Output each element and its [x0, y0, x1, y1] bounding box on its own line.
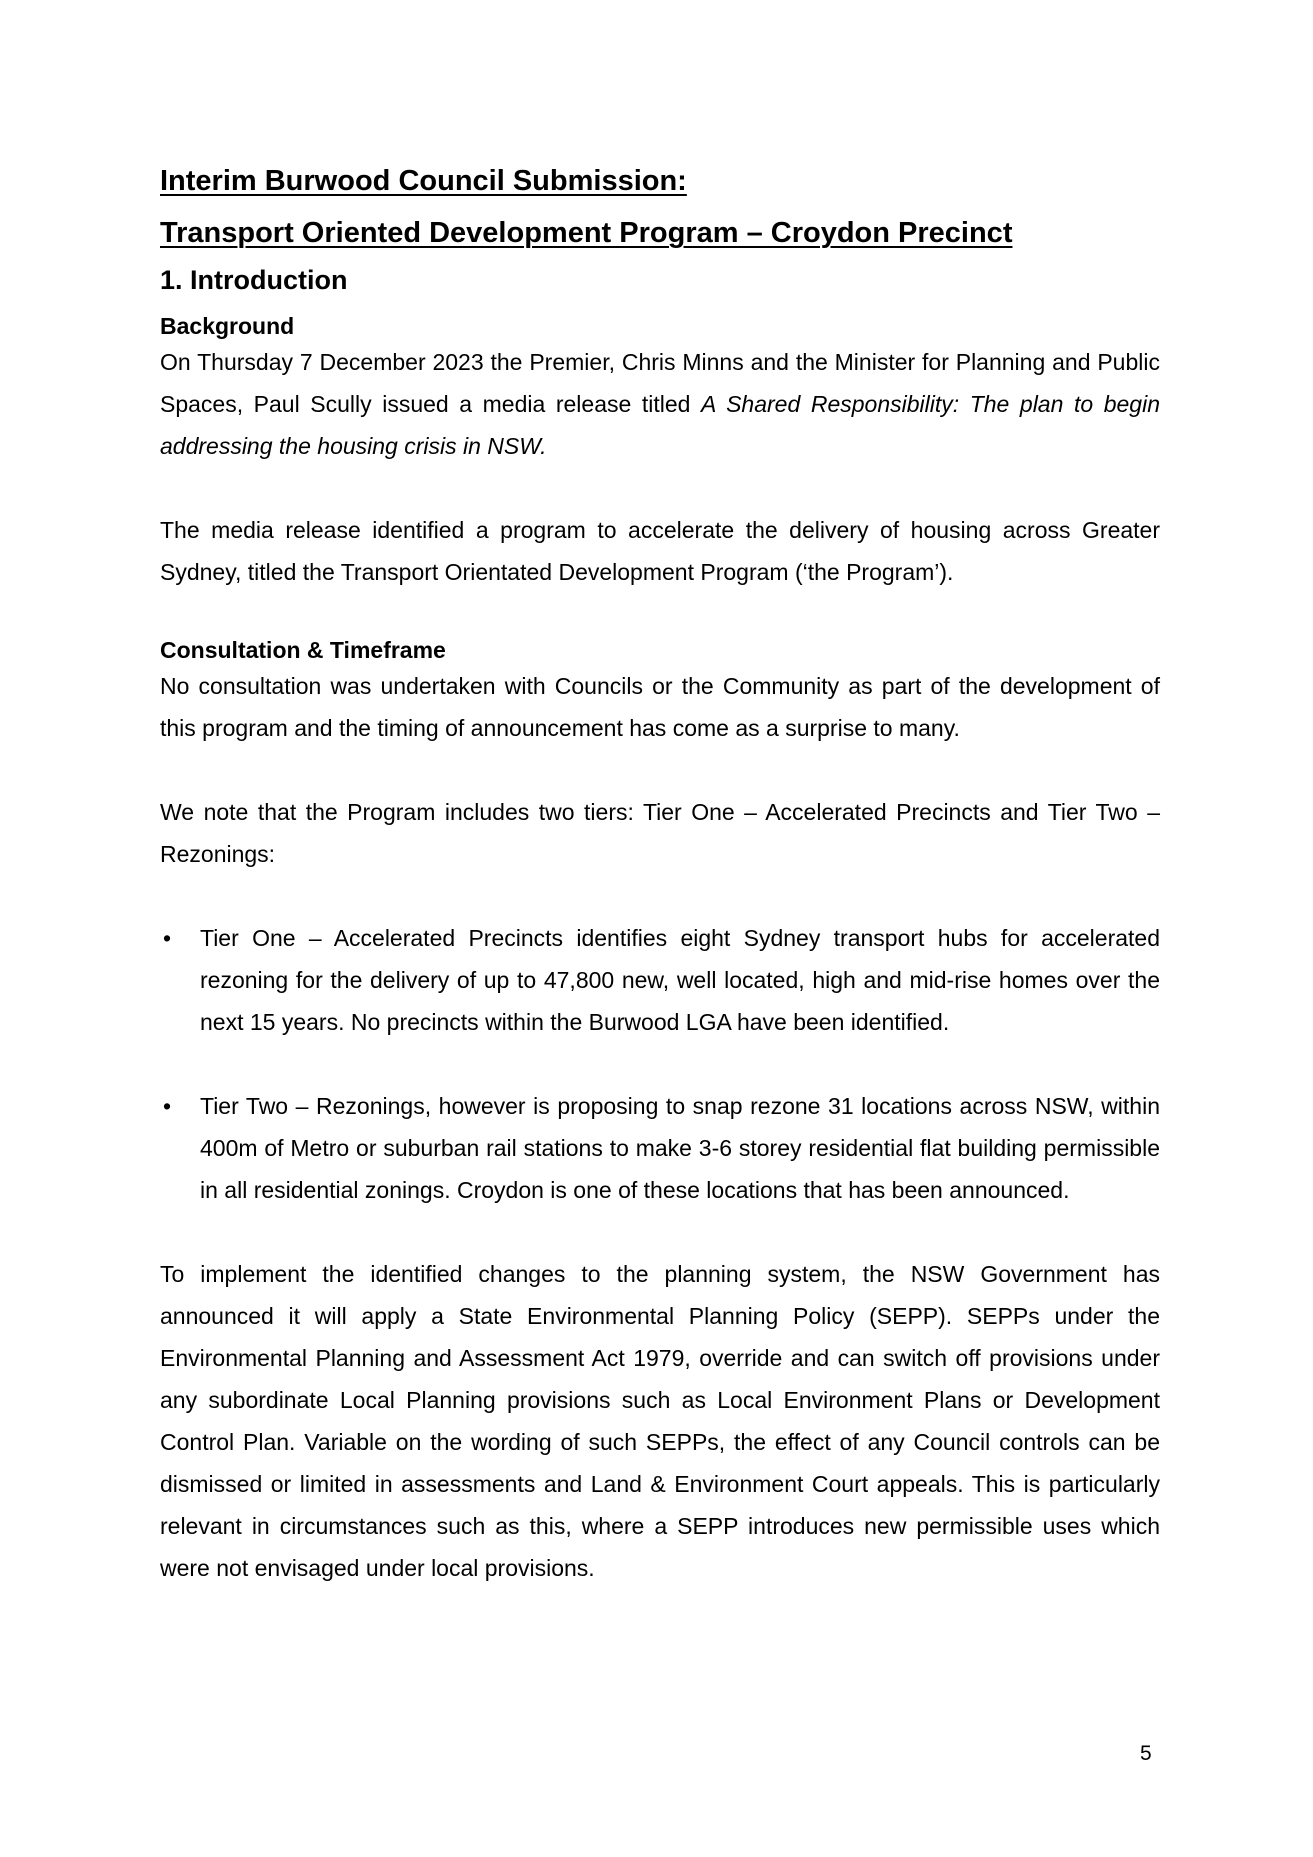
page-content: [160, 155, 1160, 1589]
page-number: 5: [1140, 1742, 1152, 1765]
document-title-line-2: Transport Oriented Development Program – Croydon Precinct: [160, 217, 1013, 249]
consultation-paragraph-2: We note that the Program includes two tiers: Tier One – Accelerated Precincts and Tier Two – Rezonings:: [160, 799, 1160, 867]
consultation-paragraph-1: No consultation was undertaken with Councils or the Community as part of the development of this program and the timing of announcement has come as a surprise to many.: [160, 673, 1160, 741]
document-title-line-1: Interim Burwood Council Submission:: [160, 165, 687, 197]
bullet-icon: •: [163, 1093, 172, 1119]
section-heading-introduction: 1. Introduction: [160, 265, 348, 295]
bullet-icon: •: [163, 925, 172, 951]
bullet-item-tier-one: [160, 917, 1160, 1043]
bullet-text-tier-two: Tier Two – Rezonings, however is proposing to snap rezone 31 locations across NSW, within 400m of Metro or suburban rail stations to make 3-6 storey residential flat building permissible in all residential zonings. Croydon is one of these locations that has been announced.: [200, 1093, 1160, 1203]
media-release-title: A Shared Responsibility: The plan to begin addressing the housing crisis in NSW.: [160, 391, 1160, 459]
consultation-paragraph-3: To implement the identified changes to the planning system, the NSW Government has announced it will apply a State Environmental Planning Policy (SEPP). SEPPs under the Environmental Planning and Assessment Act 1979, override and can switch off provisions under any subordinate Local Planning provisions such as Local Environment Plans or Development Control Plan. Variable on the wording of such SEPPs, the effect of any Council controls can be dismissed or limited in assessments and Land & Environment Court appeals. This is particularly relevant in circumstances such as this, where a SEPP introduces new permissible uses which were not envisaged under local provisions.: [160, 1261, 1160, 1581]
background-paragraph-1: [160, 341, 1160, 467]
bullet-text-tier-one: Tier One – Accelerated Precincts identifies eight Sydney transport hubs for accelerated rezoning for the delivery of up to 47,800 new, well located, high and mid-rise homes over the next 15 years. No precincts within the Burwood LGA have been identified.: [200, 925, 1160, 1035]
subheading-consultation: Consultation & Timeframe: [160, 637, 446, 663]
bullet-item-tier-two: [160, 1085, 1160, 1211]
subheading-background: Background: [160, 313, 295, 339]
background-paragraph-2: The media release identified a program to accelerate the delivery of housing across Greater Sydney, titled the Transport Orientated Development Program (‘the Program’).: [160, 517, 1160, 585]
tier-bullet-list: [160, 917, 1160, 1211]
background-paragraph-1-text: On Thursday 7 December 2023 the Premier, Chris Minns and the Minister for Planning and Public Spaces, Paul Scully issued a media release titled: [160, 349, 1160, 417]
